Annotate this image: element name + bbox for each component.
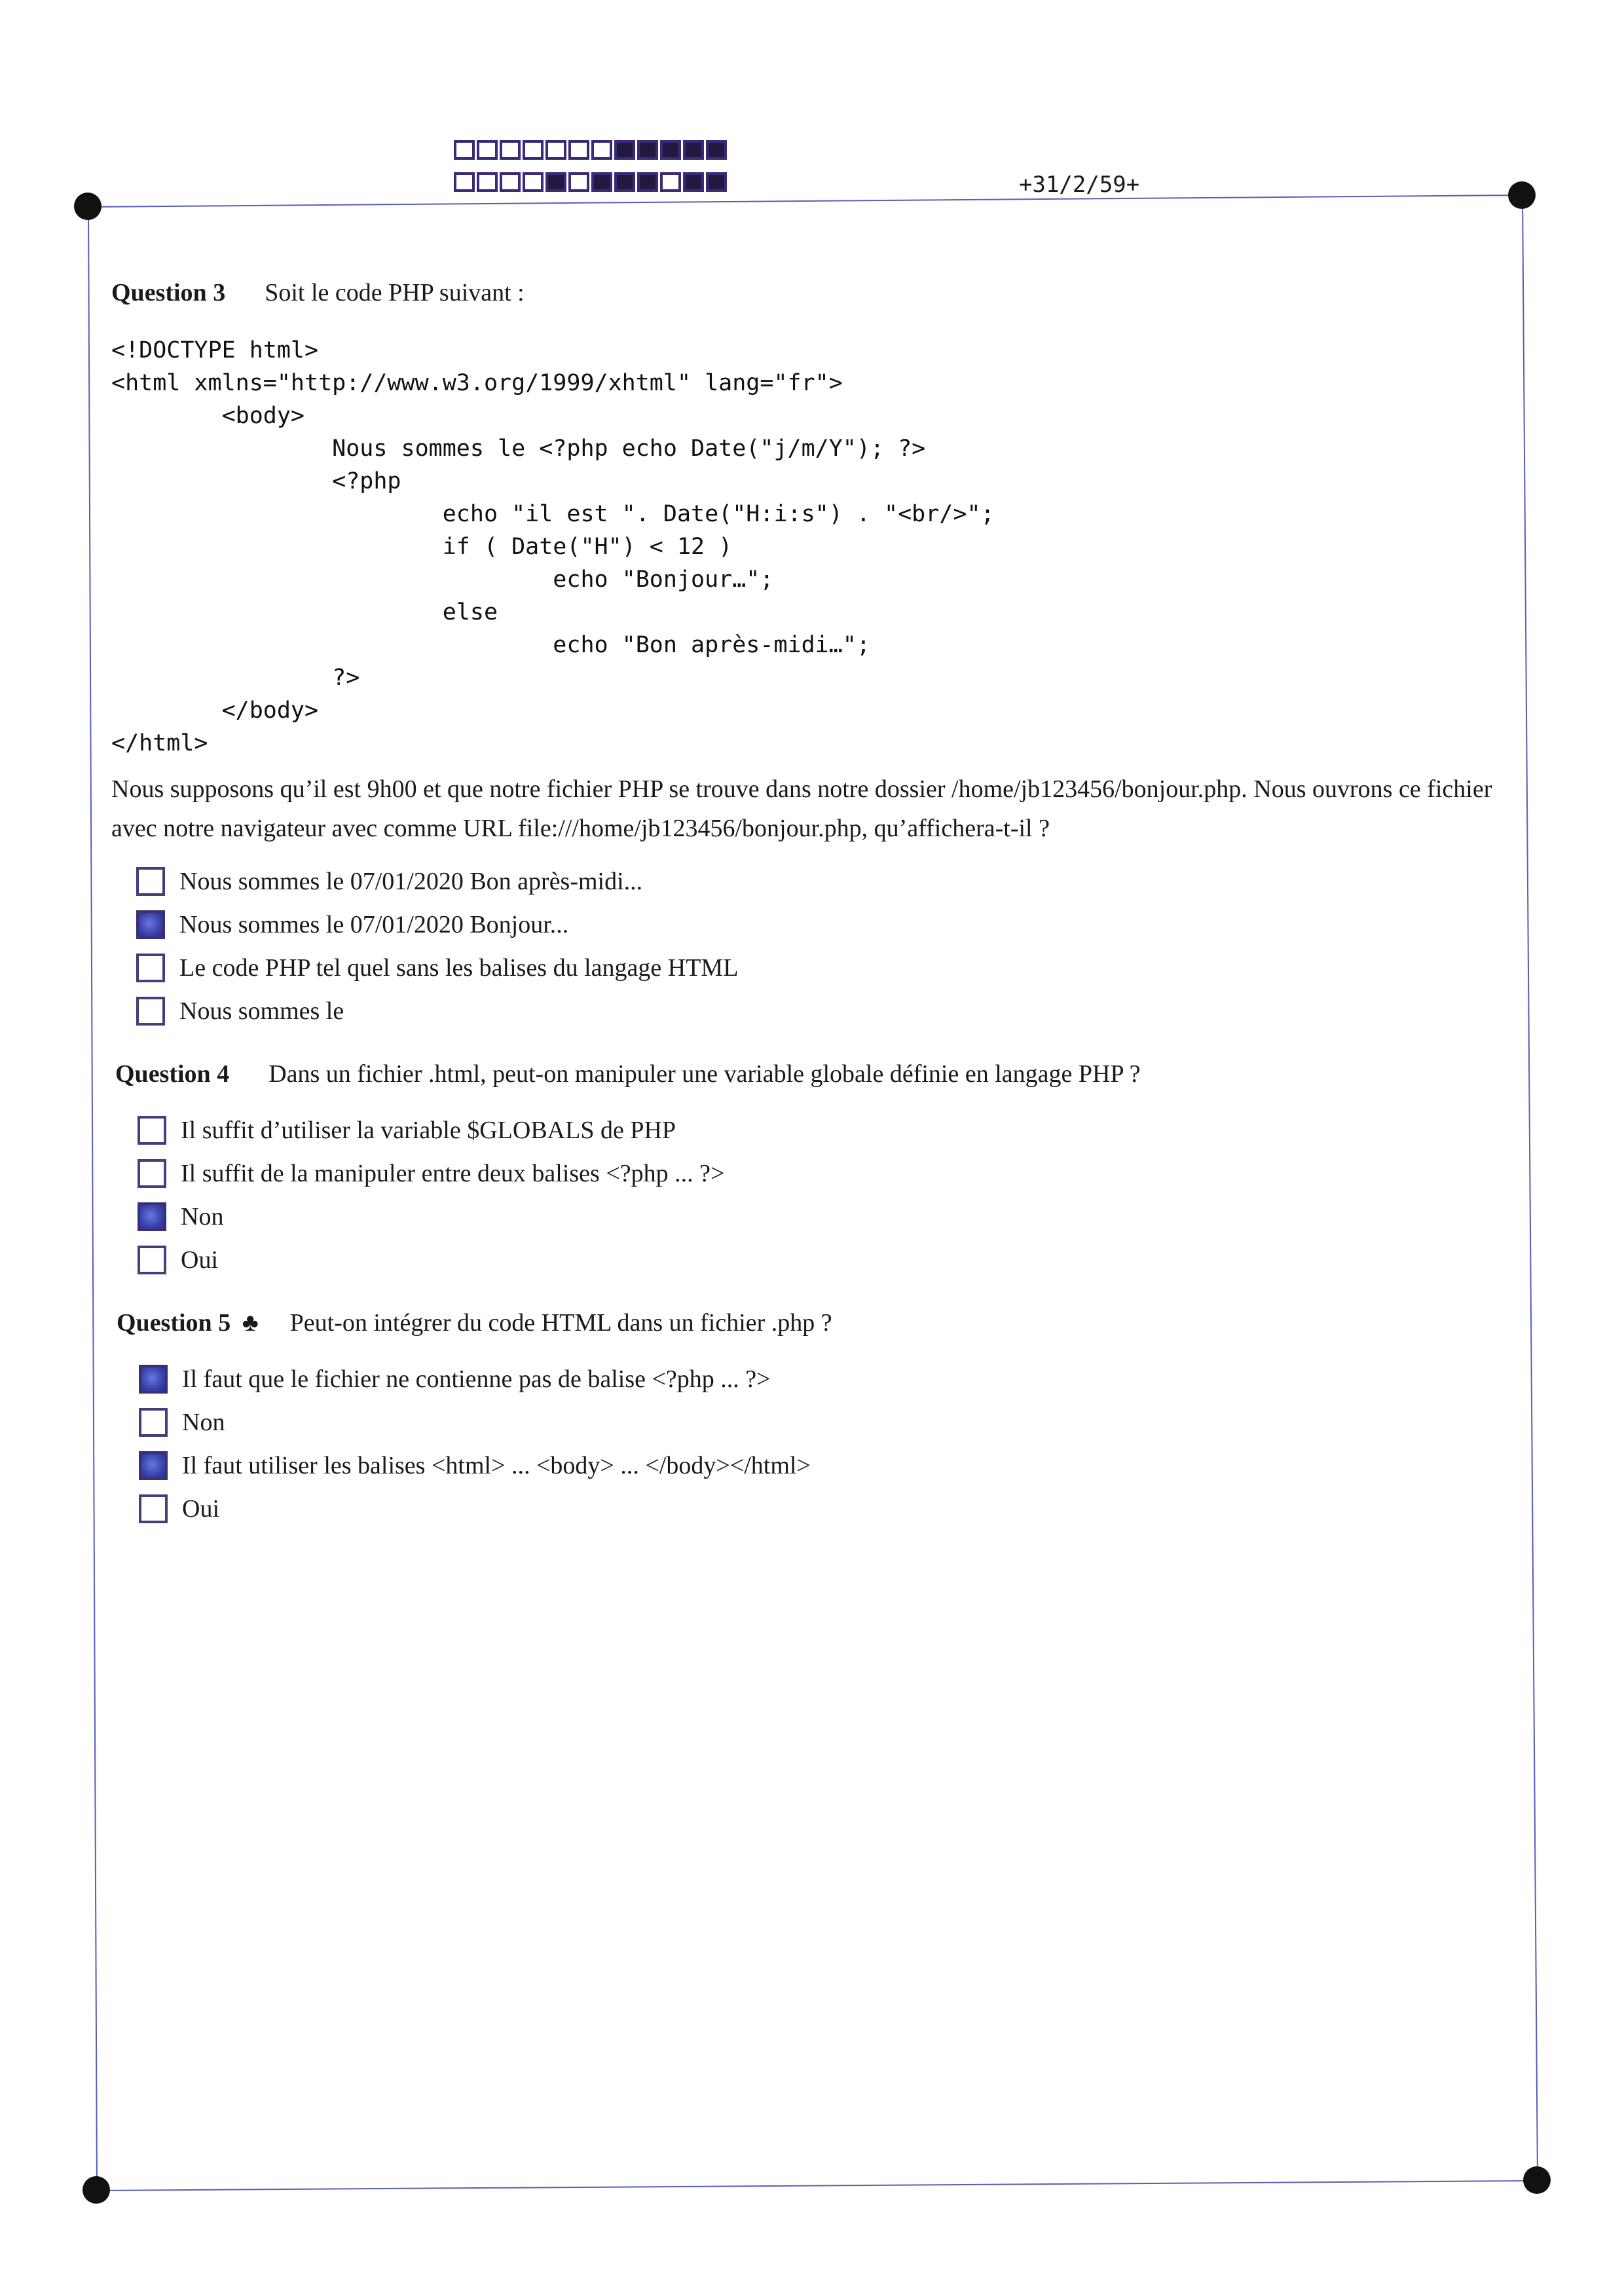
answer-option[interactable] (136, 903, 738, 946)
id-code-cell (454, 172, 475, 192)
answer-option[interactable] (138, 1109, 724, 1152)
id-code-cell (683, 172, 704, 192)
id-code-cell (706, 172, 727, 192)
id-code-cell (477, 140, 498, 160)
corner-marker-bottom-left (83, 2176, 110, 2204)
answer-option[interactable] (136, 990, 738, 1033)
id-code-cell (545, 140, 566, 160)
code-line: <?php (111, 468, 401, 494)
checkbox[interactable] (136, 867, 165, 896)
checkbox[interactable] (138, 1246, 166, 1274)
question-3-paragraph: Nous supposons qu’il est 9h00 et que notre fichier PHP se trouve dans notre dossier /home/jb123456/bonjour.php. Nous ouvrons ce fichier avec notre navigateur avec comme URL file:///home/jb123456/bonjour.php, qu’affichera-t-il ? (111, 775, 1492, 842)
question-5-label: Question 5 (117, 1309, 231, 1337)
id-code-cell (614, 140, 635, 160)
id-code-cell (568, 140, 589, 160)
code-line: <!DOCTYPE html> (111, 337, 319, 363)
id-code-cell (523, 172, 544, 192)
answer-option[interactable] (139, 1401, 811, 1444)
answer-option[interactable] (138, 1195, 724, 1238)
code-line: if ( Date("H") < 12 ) (111, 534, 733, 560)
code-line: echo "il est ". Date("H:i:s") . "<br/>"; (111, 501, 995, 527)
id-code-cell (637, 140, 658, 160)
checkbox[interactable] (138, 1116, 166, 1145)
id-code-cell (637, 172, 658, 192)
question-4-label: Question 4 (115, 1060, 230, 1088)
option-label: Non (181, 1203, 224, 1231)
option-label: Nous sommes le 07/01/2020 Bon après-midi... (179, 868, 643, 895)
answer-option[interactable] (136, 860, 738, 903)
option-label: Il suffit d’utiliser la variable $GLOBALS de PHP (181, 1117, 676, 1144)
code-line: <html xmlns="http://www.w3.org/1999/xhtml" lang="fr"> (111, 370, 843, 396)
id-code-cell (660, 140, 681, 160)
option-label: Il suffit de la manipuler entre deux balises <?php ... ?> (181, 1160, 725, 1187)
id-code-bar-bottom (454, 172, 729, 192)
code-line: <body> (111, 403, 305, 429)
corner-marker-top-right (1508, 181, 1536, 209)
option-label: Nous sommes le (179, 997, 344, 1025)
code-line: echo "Bonjour…"; (111, 566, 774, 593)
answer-option[interactable] (136, 946, 738, 990)
id-code-cell (614, 172, 635, 192)
answer-option[interactable] (139, 1487, 811, 1530)
code-line: </html> (111, 730, 208, 756)
corner-marker-bottom-right (1523, 2166, 1551, 2194)
checkbox-checked[interactable] (138, 1202, 166, 1231)
option-label: Il faut utiliser les balises <html> ... <body> ... </body></html> (182, 1452, 811, 1479)
checkbox[interactable] (139, 1408, 168, 1437)
code-line: ?> (111, 665, 360, 691)
checkbox[interactable] (136, 997, 165, 1026)
checkbox-checked[interactable] (136, 910, 165, 939)
question-5-text: Peut-on intégrer du code HTML dans un fichier .php ? (289, 1309, 832, 1337)
answer-option[interactable] (139, 1444, 811, 1487)
id-code-cell (545, 172, 566, 192)
option-label: Non (182, 1409, 225, 1436)
id-code-cell (660, 172, 681, 192)
id-code-cell (477, 172, 498, 192)
id-code-cell (454, 140, 475, 160)
option-label: Le code PHP tel quel sans les balises du langage HTML (179, 954, 739, 982)
id-code-cell (591, 140, 612, 160)
checkbox[interactable] (136, 954, 165, 982)
checkbox-checked[interactable] (139, 1451, 168, 1480)
code-line: Nous sommes le <?php echo Date("j/m/Y"); ?> (111, 435, 926, 462)
question-4-options (138, 1109, 724, 1282)
option-label: Nous sommes le 07/01/2020 Bonjour... (179, 911, 569, 938)
option-label: Oui (181, 1246, 218, 1274)
id-code-cell (706, 140, 727, 160)
id-code-bar-top (454, 140, 729, 160)
id-code-cell (683, 140, 704, 160)
checkbox[interactable] (139, 1494, 168, 1523)
answer-option[interactable] (138, 1238, 724, 1282)
code-line: else (111, 599, 498, 625)
id-code-cell (523, 140, 544, 160)
option-label: Oui (182, 1495, 219, 1523)
answer-option[interactable] (138, 1152, 724, 1195)
code-line: echo "Bon après-midi…"; (111, 632, 870, 658)
question-3-options (136, 860, 738, 1033)
corner-marker-top-left (74, 193, 101, 220)
question-3-label: Question 3 (111, 279, 226, 306)
question-4-header (115, 1060, 1141, 1088)
question-4-text: Dans un fichier .html, peut-on manipuler une variable globale définie en langage PHP ? (268, 1060, 1141, 1088)
id-code-cell (591, 172, 612, 192)
id-code-cell (568, 172, 589, 192)
id-code-cell (500, 140, 521, 160)
id-code-cell (500, 172, 521, 192)
question-5-options (139, 1358, 811, 1530)
question-5-header (117, 1308, 832, 1337)
question-3-header (111, 278, 525, 307)
checkbox-checked[interactable] (139, 1365, 168, 1394)
php-code-block (111, 334, 995, 760)
answer-option[interactable] (139, 1358, 811, 1401)
code-line: </body> (111, 697, 319, 724)
question-3-text: Soit le code PHP suivant : (265, 279, 525, 306)
checkbox[interactable] (138, 1159, 166, 1188)
club-icon: ♣ (242, 1309, 259, 1337)
page-code: +31/2/59+ (1019, 172, 1140, 198)
option-label: Il faut que le fichier ne contienne pas de balise <?php ... ?> (182, 1365, 771, 1393)
